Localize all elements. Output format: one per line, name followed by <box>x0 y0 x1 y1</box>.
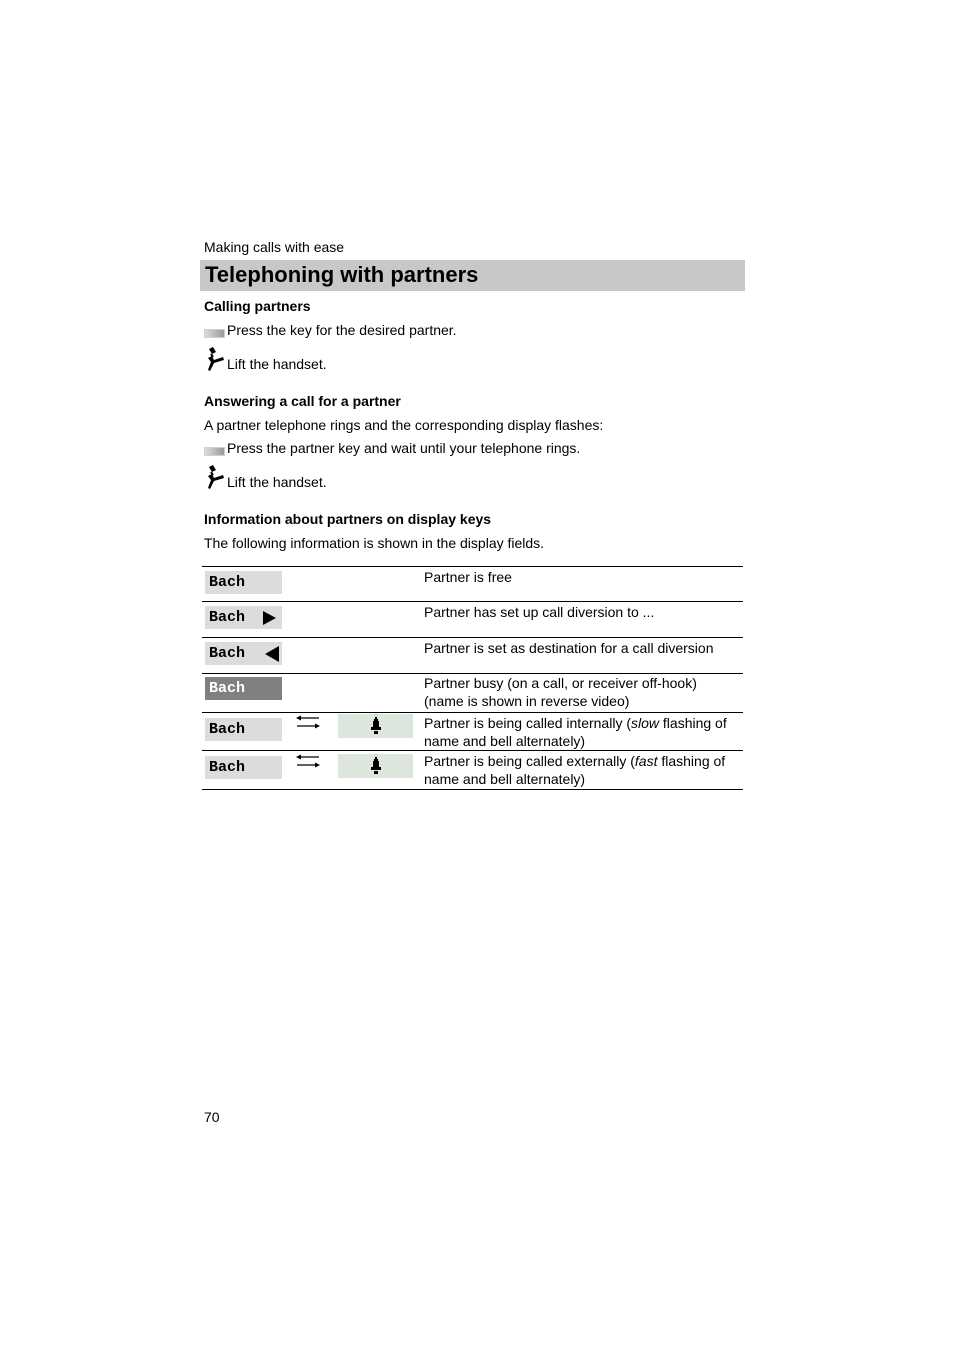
row-description: Partner busy (on a call, or receiver off-hook) <box>424 675 697 691</box>
display-field: Bach <box>205 718 282 741</box>
step-text: Press the partner key and wait until your telephone rings. <box>227 440 581 456</box>
alternate-arrows-icon <box>295 754 321 768</box>
bell-icon <box>369 717 383 735</box>
display-field: Bach <box>205 606 282 629</box>
step-press-key <box>204 322 457 338</box>
step-lift-handset <box>204 464 327 490</box>
table-row <box>202 713 743 751</box>
section-heading-calling-partners: Calling partners <box>204 298 311 314</box>
bell-display-field <box>338 754 413 778</box>
row-description: Partner is free <box>424 569 512 585</box>
page-title: Telephoning with partners <box>205 262 479 287</box>
step-text: Press the key for the desired partner. <box>227 322 457 338</box>
table-row <box>202 602 743 638</box>
section-intro: The following information is shown in the display fields. <box>204 535 545 551</box>
table-row <box>202 751 743 790</box>
display-field: Bach <box>205 571 282 594</box>
display-field-reverse: Bach <box>205 677 282 700</box>
section-heading-answering: Answering a call for a partner <box>204 393 401 409</box>
table-row <box>202 567 743 602</box>
section-heading-information: Information about partners on display keys <box>204 511 492 527</box>
display-field: Bach <box>205 642 282 665</box>
row-description: Partner is being called externally (fast flashing of name and bell alternately) <box>424 753 726 787</box>
diversion-arrow-left-icon <box>263 645 281 663</box>
row-description: Partner has set up call diversion to ... <box>424 604 655 620</box>
table-row <box>202 674 743 713</box>
display-info-table <box>202 566 743 790</box>
row-description: Partner is being called internally (slow flashing of name and bell alternately) <box>424 715 727 749</box>
running-head: Making calls with ease <box>204 239 345 255</box>
diversion-arrow-right-icon <box>260 610 278 626</box>
bell-icon <box>369 757 383 775</box>
row-description-note: (name is shown in reverse video) <box>424 693 630 709</box>
table-row <box>202 638 743 674</box>
step-press-partner-key <box>204 440 580 456</box>
partner-key-icon <box>204 447 225 456</box>
step-text: Lift the handset. <box>227 356 327 372</box>
bell-display-field <box>338 714 413 738</box>
lift-handset-icon <box>204 464 226 490</box>
step-lift-handset <box>204 346 327 372</box>
row-description: Partner is set as destination for a call diversion <box>424 640 714 656</box>
alternate-arrows-icon <box>295 715 321 729</box>
display-field: Bach <box>205 756 282 779</box>
page-number: 70 <box>204 1109 220 1125</box>
lift-handset-icon <box>204 346 226 372</box>
partner-key-icon <box>204 329 225 338</box>
step-text: Lift the handset. <box>227 474 327 490</box>
section-intro: A partner telephone rings and the corresponding display flashes: <box>204 417 604 433</box>
